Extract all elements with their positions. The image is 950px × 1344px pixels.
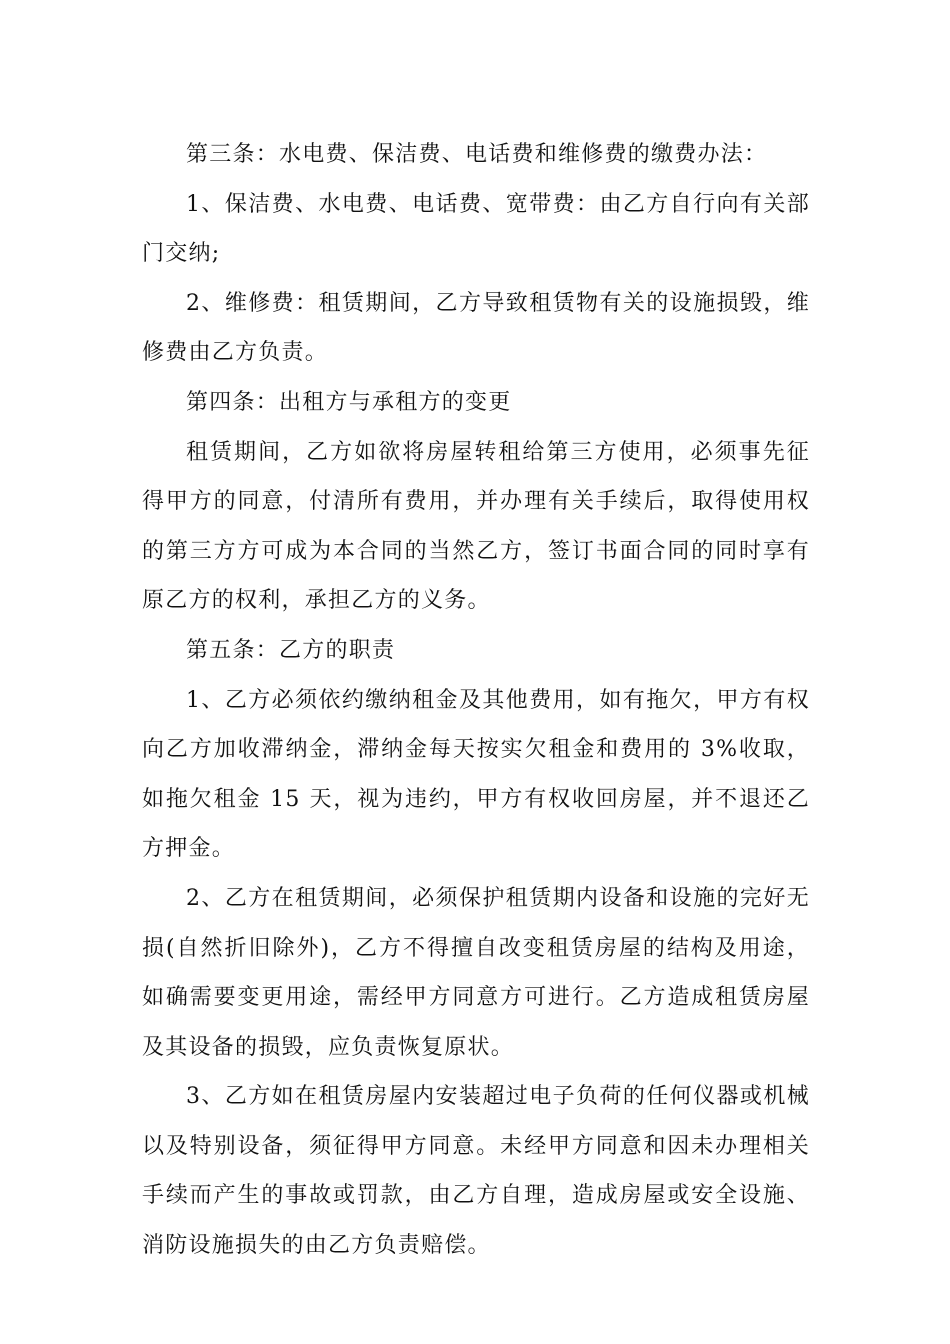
clause-5-item-1: 1、乙方必须依约缴纳租金及其他费用，如有拖欠，甲方有权向乙方加收滞纳金，滞纳金每天按实欠租金和费用的 3%收取，如拖欠租金 15 天，视为违约，甲方有权收回房屋，并不退还乙方押金。 [142,687,810,862]
clause-5-item-3: 3、乙方如在租赁房屋内安装超过电子负荷的任何仪器或机械以及特别设备，须征得甲方同意。未经甲方同意和因未办理相关手续而产生的事故或罚款，由乙方自理，造成房屋或安全设施、消防设施损失的由乙方负责赔偿。 [142,1084,810,1259]
clause-3-heading: 第三条：水电费、保洁费、电话费和维修费的缴费办法： [186,142,768,167]
clause-3-item-2: 2、维修费：租赁期间，乙方导致租赁物有关的设施损毁，维修费由乙方负责。 [142,290,810,366]
clause-4-heading: 第四条：出租方与承租方的变更 [186,389,512,415]
clause-4-body: 租赁期间，乙方如欲将房屋转租给第三方使用，必须事先征得甲方的同意，付清所有费用，并办理有关手续后，取得使用权的第三方方可成为本合同的当然乙方，签订书面合同的同时享有原乙方的权利，承担乙方的义务。 [142,439,810,614]
clause-5-heading: 第五条：乙方的职责 [186,637,396,663]
clause-3-item-1: 1、保洁费、水电费、电话费、宽带费：由乙方自行向有关部门交纳; [142,191,810,267]
clause-5-item-2: 2、乙方在租赁期间，必须保护租赁期内设备和设施的完好无损(自然折旧除外)，乙方不得擅自改变租赁房屋的结构及用途，如确需要变更用途，需经甲方同意方可进行。乙方造成租赁房屋及其设备的损毁，应负责恢复原状。 [142,885,810,1060]
